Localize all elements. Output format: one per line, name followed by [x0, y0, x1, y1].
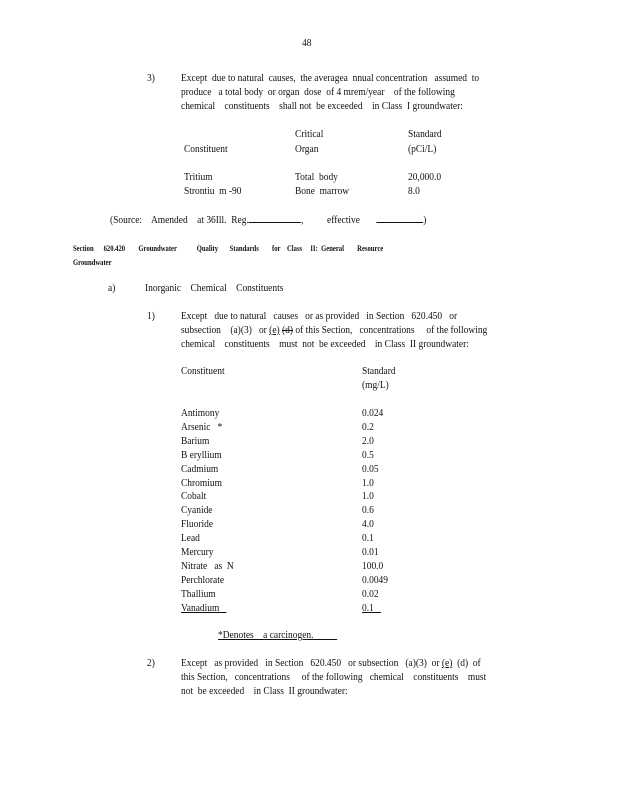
constituent-name: Vanadium [181, 602, 227, 614]
constituent-name: Cyanide [181, 505, 213, 517]
constituent-standard: 4.0 [362, 519, 374, 531]
header-standard: Standard [362, 366, 396, 377]
item-3-line-1: Except due to natural causes, the averagea nnual concentration assumed to [181, 73, 480, 84]
constituent-name: Lead [181, 533, 200, 545]
constituent-name: Arsenic * [181, 421, 223, 433]
constituent-name: Mercury [181, 547, 214, 558]
constituent-standard: 1.0 [362, 477, 374, 489]
constituent-standard: 0.05 [362, 463, 379, 475]
constituent-name: Antimony [181, 408, 220, 419]
constituent-standard: 0.1 [362, 602, 381, 614]
constituent-standard: 0.6 [362, 505, 374, 517]
constituent-standard: 0.0049 [362, 574, 388, 586]
item-1-line-1: Except due to natural causes or as provided in Section 620.450 or [181, 311, 458, 322]
radio-standard: 20,000.0 [408, 172, 442, 183]
header-organ: Organ [295, 144, 319, 155]
item-2-line-3: not be exceeded in Class II groundwater: [181, 686, 348, 697]
constituent-standard: 100.0 [362, 560, 384, 572]
item-1-line-2 [181, 325, 487, 337]
text-segment: subsection (a)(3) or [181, 325, 270, 336]
item-3-line-2: produce a total body or organ dose of 4 mrem/year of the following [181, 87, 455, 98]
constituent-name: Barium [181, 435, 210, 447]
constituent-standard: 0.1 [362, 533, 374, 545]
source-effective: effective [327, 215, 360, 226]
constituent-standard: 0.2 [362, 421, 374, 433]
constituent-standard: 0.02 [362, 588, 379, 600]
constituent-standard: 0.024 [362, 408, 384, 419]
constituent-standard: 2.0 [362, 435, 374, 447]
page-number: 48 [302, 38, 312, 49]
header-critical: Critical [295, 129, 324, 140]
item-2-line-1 [181, 658, 481, 670]
constituent-name: B eryllium [181, 449, 222, 461]
item-1-marker: 1) [147, 311, 155, 322]
radio-constituent: Strontiu m -90 [184, 186, 242, 197]
constituent-name: Chromium [181, 477, 222, 489]
item-2-line-2: this Section, concentrations of the following chemical constituents must [181, 672, 487, 683]
section-heading-cont: Groundwater [73, 257, 112, 267]
constituent-name: Perchlorate [181, 574, 225, 586]
constituent-standard: 0.01 [362, 547, 379, 558]
effective-blank [376, 213, 423, 223]
constituent-name: Cobalt [181, 491, 207, 503]
subsection-a-marker: a) [108, 283, 116, 294]
footnote [218, 630, 337, 642]
footnote-text: *Denotes a carcinogen. [218, 630, 314, 641]
header-unit: (pCi/L) [408, 144, 437, 155]
source-comma: , [301, 215, 304, 226]
radio-organ: Bone marrow [295, 186, 350, 197]
constituent-name: Cadmium [181, 463, 219, 475]
text-segment: (d) of [452, 658, 481, 669]
item-3-line-3: chemical constituents shall not be exceeded in Class I groundwater: [181, 101, 463, 112]
inserted-text: (e) [441, 658, 453, 669]
inserted-text: (e) [269, 325, 280, 336]
constituent-name: Fluoride [181, 519, 214, 531]
constituent-standard: 1.0 [362, 491, 374, 503]
radio-constituent: Tritium [184, 172, 213, 183]
text-segment: Except as provided in Section 620.450 or subsection (a)(3) or [181, 658, 442, 669]
deleted-text: (d) [282, 325, 294, 336]
header-unit: (mg/L) [362, 380, 389, 391]
reg-blank [249, 213, 301, 223]
item-1-line-3: chemical constituents must not be exceeded in Class II groundwater: [181, 339, 469, 350]
item-2-marker: 2) [147, 658, 155, 669]
source-close: ) [423, 215, 427, 226]
header-constituent: Constituent [181, 366, 225, 377]
constituent-standard: 0.5 [362, 449, 374, 461]
constituent-name: Nitrate as N [181, 560, 234, 572]
radio-organ: Total body [295, 172, 338, 183]
subsection-a-title: Inorganic Chemical Constituents [145, 283, 284, 294]
section-heading: Section 620.420 Groundwater Quality Standards for Class II: General Resource [73, 243, 384, 253]
radio-standard: 8.0 [408, 186, 420, 197]
text-segment: of this Section, concentrations of the following [293, 325, 488, 336]
item-3-marker: 3) [147, 73, 155, 84]
constituent-name: Thallium [181, 588, 216, 600]
header-standard: Standard [408, 129, 442, 140]
header-constituent: Constituent [184, 144, 228, 155]
source-prefix: (Source: Amended at 36Ill. Reg. [110, 215, 249, 226]
source-note [110, 213, 426, 227]
